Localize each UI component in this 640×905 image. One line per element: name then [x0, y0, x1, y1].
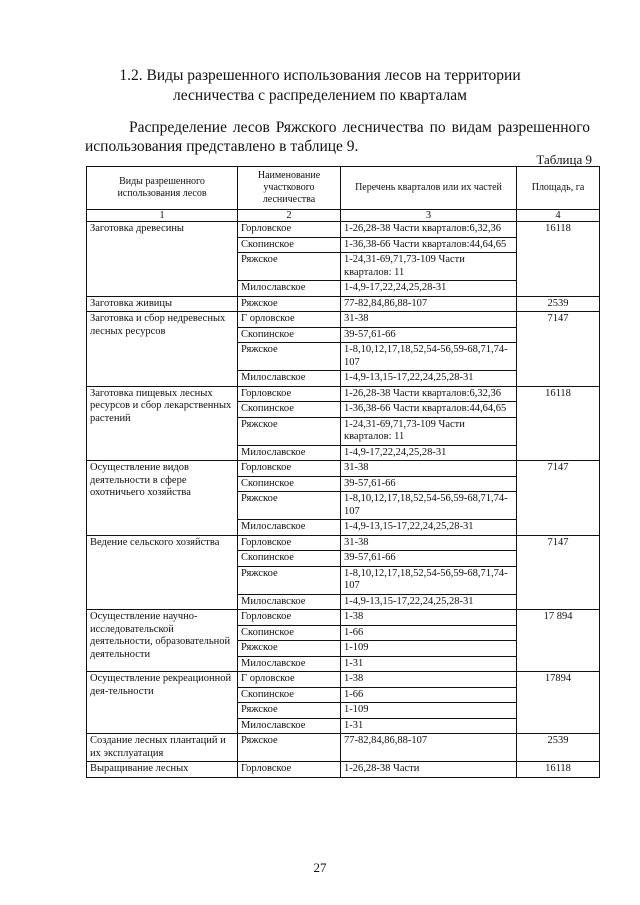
use-type-cell: Заготовка и сбор недревесных лесных ресурсов	[87, 312, 238, 387]
forestry-cell: Скопинское	[238, 551, 341, 567]
quarters-cell: 1-38	[341, 610, 517, 626]
forestry-cell: Скопинское	[238, 237, 341, 253]
quarters-cell: 77-82,84,86,88-107	[341, 734, 517, 762]
forestry-cell: Милославское	[238, 520, 341, 536]
forestry-cell: Ряжское	[238, 296, 341, 312]
forestry-cell: Ряжское	[238, 417, 341, 445]
area-cell: 16118	[517, 386, 600, 461]
table-row	[87, 734, 600, 762]
quarters-cell: 1-4,9-13,15-17,22,24,25,28-31	[341, 520, 517, 536]
forestry-cell: Скопинское	[238, 402, 341, 418]
table-row	[87, 386, 600, 402]
area-cell: 17 894	[517, 610, 600, 672]
quarters-cell: 1-38	[341, 672, 517, 688]
table-header-row	[87, 167, 600, 210]
header-quarters: Перечень кварталов или их частей	[341, 167, 517, 210]
quarters-cell: 1-24,31-69,71,73-109 Части кварталов: 11	[341, 253, 517, 281]
quarters-cell: 31-38	[341, 312, 517, 328]
intro-paragraph: Распределение лесов Ряжского лесничества по видам разрешенного использования представлено в таблице 9.	[85, 119, 590, 155]
use-type-cell: Выращивание лесных	[87, 762, 238, 778]
table-row	[87, 296, 600, 312]
forestry-cell: Ряжское	[238, 703, 341, 719]
header-forestry: Наименование участкового лесничества	[238, 167, 341, 210]
quarters-cell: 1-66	[341, 625, 517, 641]
forestry-cell: Ряжское	[238, 566, 341, 594]
area-cell: 16118	[517, 762, 600, 778]
area-cell: 7147	[517, 461, 600, 536]
quarters-cell: 1-24,31-69,71,73-109 Части кварталов: 11	[341, 417, 517, 445]
header-use: Виды разрешенного использования лесов	[87, 167, 238, 210]
forestry-cell: Ряжское	[238, 641, 341, 657]
use-type-cell: Осуществление видов деятельности в сфере охотничьего хозяйства	[87, 461, 238, 536]
table-row	[87, 222, 600, 238]
use-type-cell: Создание лесных плантаций и их эксплуатация	[87, 734, 238, 762]
table-row	[87, 535, 600, 551]
forestry-cell: Горловское	[238, 386, 341, 402]
quarters-cell: 1-26,28-38 Части кварталов:6,32,36	[341, 222, 517, 238]
quarters-cell: 1-4,9-13,15-17,22,24,25,28-31	[341, 594, 517, 610]
quarters-cell: 1-66	[341, 687, 517, 703]
area-cell: 16118	[517, 222, 600, 297]
forestry-cell: Г орловское	[238, 672, 341, 688]
forestry-cell: Ряжское	[238, 253, 341, 281]
column-number: 3	[341, 210, 517, 222]
quarters-cell: 1-36,38-66 Части кварталов:44,64,65	[341, 402, 517, 418]
table-row	[87, 610, 600, 626]
forestry-cell: Скопинское	[238, 327, 341, 343]
forestry-cell: Милославское	[238, 656, 341, 672]
use-type-cell: Осуществление рекреационной дея-тельности	[87, 672, 238, 734]
forestry-cell: Горловское	[238, 222, 341, 238]
header-area: Площадь, га	[517, 167, 600, 210]
quarters-cell: 1-4,9-13,15-17,22,24,25,28-31	[341, 371, 517, 387]
forestry-cell: Милославское	[238, 281, 341, 297]
forestry-cell: Горловское	[238, 762, 341, 778]
forestry-cell: Ряжское	[238, 492, 341, 520]
forestry-cell: Горловское	[238, 461, 341, 477]
quarters-cell: 77-82,84,86,88-107	[341, 296, 517, 312]
use-type-cell: Заготовка живицы	[87, 296, 238, 312]
section-heading-line-1: 1.2. Виды разрешенного использования лесов на территории	[119, 67, 521, 84]
area-cell: 7147	[517, 312, 600, 387]
forestry-cell: Скопинское	[238, 476, 341, 492]
quarters-cell: 1-8,10,12,17,18,52,54-56,59-68,71,74-107	[341, 492, 517, 520]
forestry-cell: Милославское	[238, 371, 341, 387]
quarters-cell: 1-109	[341, 703, 517, 719]
section-heading-line-2: лесничества с распределением по кварталам	[173, 87, 467, 104]
forestry-cell: Г орловское	[238, 312, 341, 328]
use-type-cell: Осуществление научно-исследовательской деятельности, образовательной деятельности	[87, 610, 238, 672]
column-number: 2	[238, 210, 341, 222]
forestry-cell: Горловское	[238, 610, 341, 626]
column-number: 1	[87, 210, 238, 222]
area-cell: 17894	[517, 672, 600, 734]
quarters-cell: 39-57,61-66	[341, 551, 517, 567]
page-number: 27	[313, 860, 327, 875]
forestry-cell: Ряжское	[238, 734, 341, 762]
table-row	[87, 461, 600, 477]
forest-use-table	[86, 166, 600, 778]
forestry-cell: Милославское	[238, 594, 341, 610]
quarters-cell: 39-57,61-66	[341, 327, 517, 343]
use-type-cell: Заготовка пищевых лесных ресурсов и сбор лекарственных растений	[87, 386, 238, 461]
quarters-cell: 1-26,28-38 Части	[341, 762, 517, 778]
forestry-cell: Скопинское	[238, 687, 341, 703]
table-row	[87, 762, 600, 778]
quarters-cell: 39-57,61-66	[341, 476, 517, 492]
quarters-cell: 1-8,10,12,17,18,52,54-56,59-68,71,74-107	[341, 343, 517, 371]
column-number: 4	[517, 210, 600, 222]
forestry-cell: Скопинское	[238, 625, 341, 641]
quarters-cell: 1-36,38-66 Части кварталов:44,64,65	[341, 237, 517, 253]
forestry-cell: Милославское	[238, 718, 341, 734]
use-type-cell: Заготовка древесины	[87, 222, 238, 297]
area-cell: 7147	[517, 535, 600, 610]
area-cell: 2539	[517, 296, 600, 312]
use-type-cell: Ведение сельского хозяйства	[87, 535, 238, 610]
forestry-cell: Ряжское	[238, 343, 341, 371]
forestry-cell: Милославское	[238, 445, 341, 461]
table-row	[87, 312, 600, 328]
quarters-cell: 1-4,9-17,22,24,25,28-31	[341, 445, 517, 461]
quarters-cell: 1-31	[341, 718, 517, 734]
quarters-cell: 1-109	[341, 641, 517, 657]
table-row	[87, 672, 600, 688]
quarters-cell: 1-4,9-17,22,24,25,28-31	[341, 281, 517, 297]
quarters-cell: 1-31	[341, 656, 517, 672]
quarters-cell: 1-8,10,12,17,18,52,54-56,59-68,71,74-107	[341, 566, 517, 594]
area-cell: 2539	[517, 734, 600, 762]
quarters-cell: 31-38	[341, 535, 517, 551]
quarters-cell: 31-38	[341, 461, 517, 477]
forestry-cell: Горловское	[238, 535, 341, 551]
table-caption: Таблица 9	[536, 152, 592, 167]
quarters-cell: 1-26,28-38 Части кварталов:6,32,36	[341, 386, 517, 402]
column-number-row	[87, 210, 600, 222]
